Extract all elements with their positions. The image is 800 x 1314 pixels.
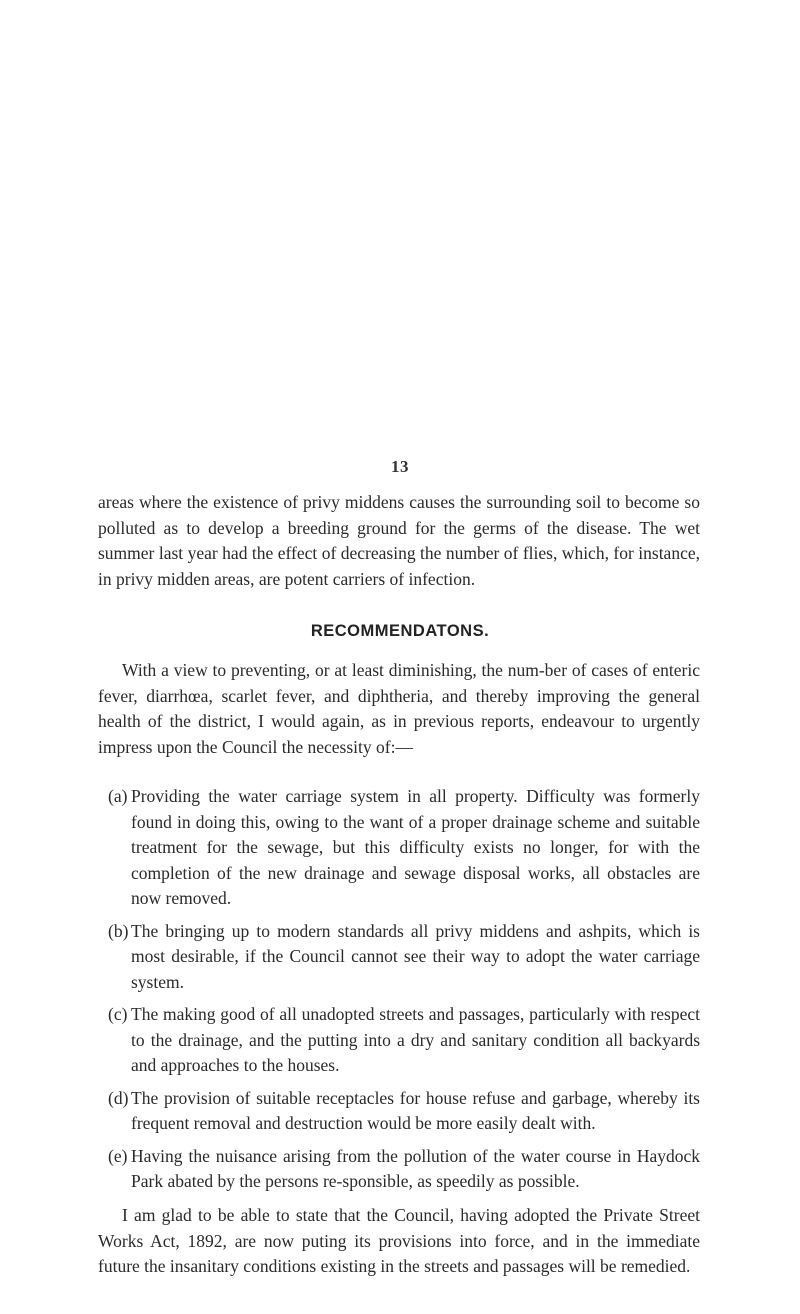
recommendation-text: Having the nuisance arising from the pollution of the water course in Haydock Park abated by the persons re-sponsible, as speedily as possible. — [131, 1145, 700, 1191]
list-marker: (c) — [108, 1004, 128, 1024]
page-number: 13 — [391, 457, 409, 476]
recommendation-text: The provision of suitable receptacles for house refuse and garbage, whereby its frequent removal and destruction would be more easily dealt with. — [131, 1087, 700, 1133]
recommendation-item-a — [98, 784, 700, 912]
recommendation-item-c — [98, 1002, 700, 1079]
recommendation-text: The making good of all unadopted streets and passages, particularly with respect to the drainage, and the putting into a dry and sanitary condition all backyards and approaches to the houses. — [131, 1004, 700, 1075]
recommendations-list — [98, 784, 700, 1202]
intro-paragraph: areas where the existence of privy middens causes the surrounding soil to become so polluted as to develop a breeding ground for the germs of the disease. The wet summer last year had the effect of decreasing the number of flies, which, for instance, in privy midden areas, are potent carriers of infection. — [98, 492, 700, 589]
list-marker: (b) — [108, 920, 129, 941]
closing-paragraph: I am glad to be able to state that the Council, having adopted the Private Street Works Act, 1892, are now puting its provisions into force, and in the immediate future the insanitary conditions existing in the streets and passages will be remedied. — [98, 1205, 700, 1276]
recommendation-intro-paragraph: With a view to preventing, or at least diminishing, the num-ber of cases of enteric fever, diarrhœa, scarlet fever, and diphtheria, and thereby improving the general health of the district, I would again, as in previous reports, endeavour to urgently impress upon the Council the necessity of:— — [98, 660, 700, 757]
recommendation-item-e — [98, 1144, 700, 1195]
list-marker: (d) — [108, 1087, 129, 1108]
list-marker: (e) — [108, 1145, 128, 1166]
section-heading: RECOMMENDATONS. — [310, 622, 490, 640]
list-marker: (a) — [108, 786, 128, 806]
recommendation-text: Providing the water carriage system in all property. Difficulty was formerly found in doing this, owing to the want of a proper drainage scheme and suitable treatment for the sewage, but this difficulty exists no longer, for with the completion of the new drainage and sewage disposal works, all obstacles are now removed. — [131, 786, 700, 908]
recommendation-text: The bringing up to modern standards all privy middens and ashpits, which is most desirable, if the Council cannot see their way to adopt the water carriage system. — [131, 920, 700, 992]
recommendation-item-d — [98, 1086, 700, 1137]
recommendation-item-b — [98, 919, 700, 996]
